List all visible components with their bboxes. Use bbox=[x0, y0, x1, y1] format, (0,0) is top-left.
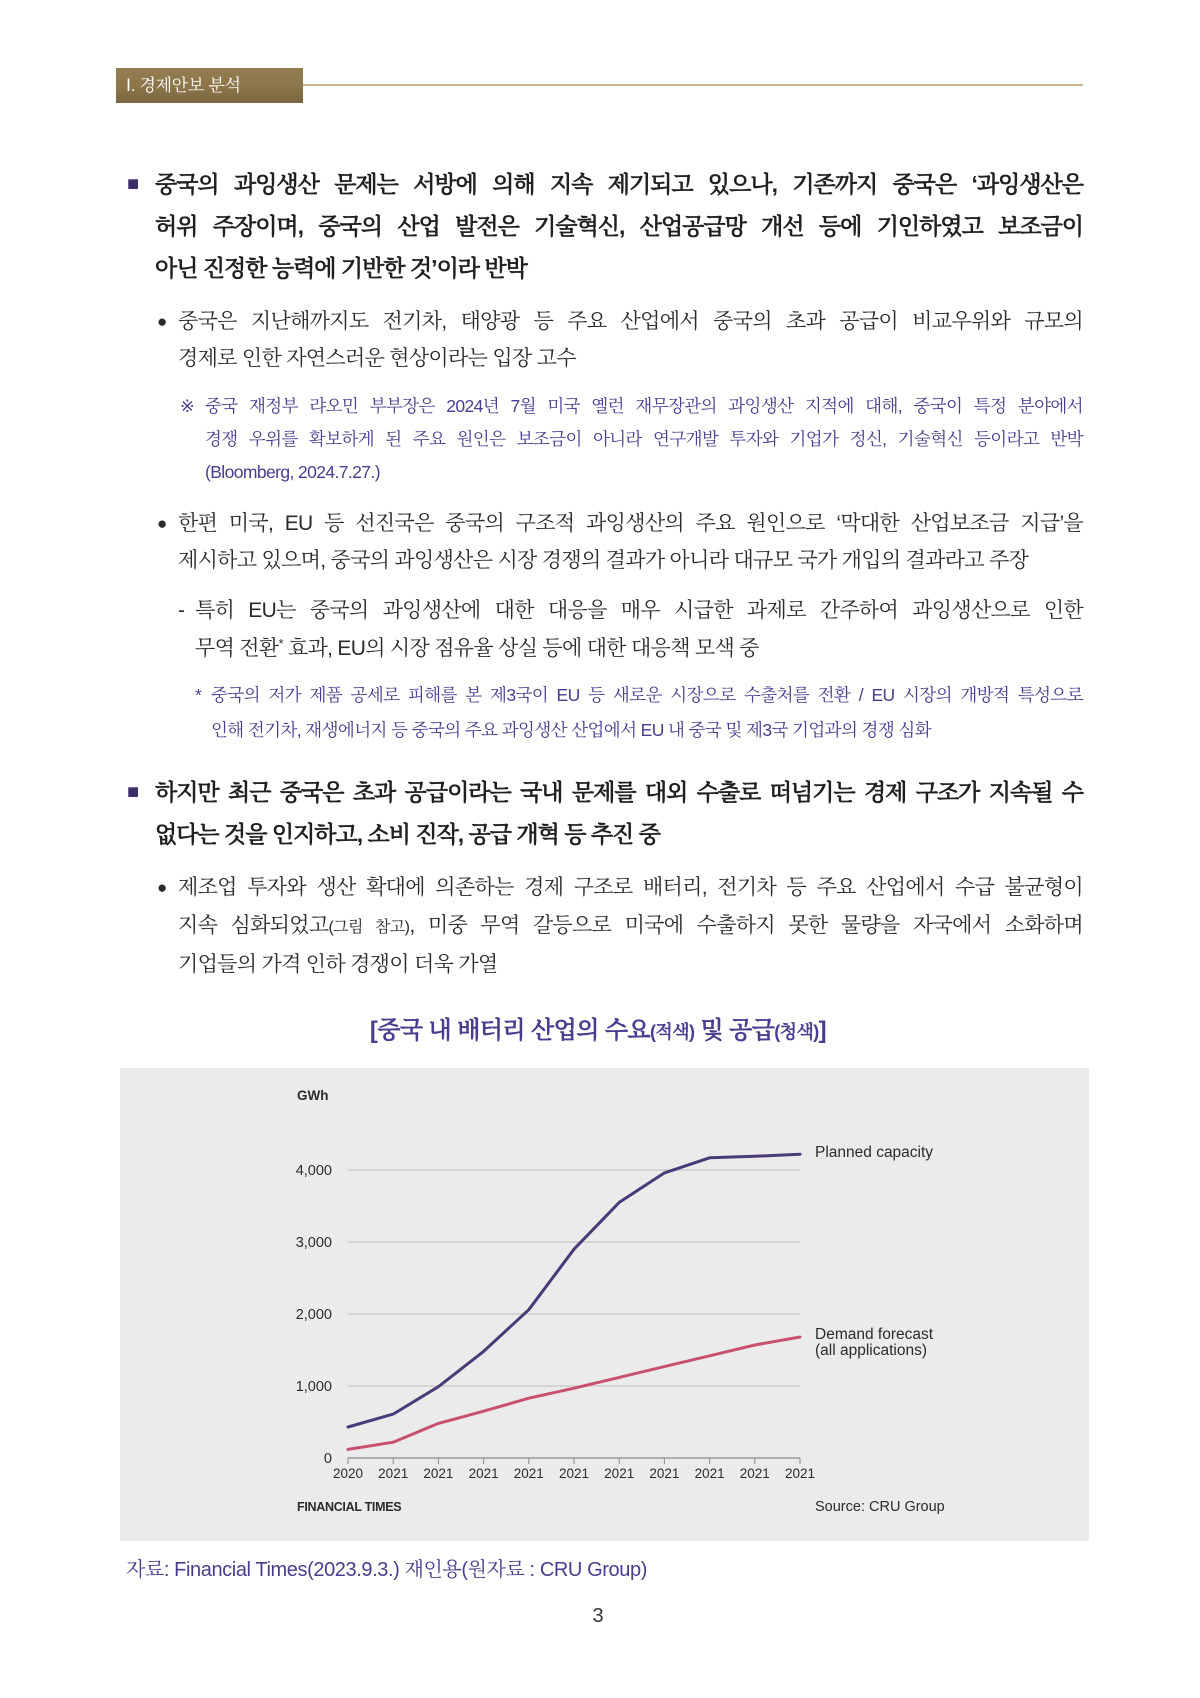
reference-mark-icon: ※ bbox=[180, 396, 195, 416]
section-header-label: Ⅰ. 경제안보 분석 bbox=[126, 76, 241, 95]
y-tick-label: 4,000 bbox=[295, 1163, 332, 1179]
footnote-line: 중국의 저가 제품 공세로 피해를 본 제3국이 EU 등 새로운 시장으로 수출처를 전환 / EU 시장의 개방적 특성으로 bbox=[211, 685, 1083, 705]
reference-note-line: 중국 재정부 랴오민 부부장은 2024년 7월 미국 옐런 재무장관의 과잉생산 지적에 대해, 중국이 특정 분야에서 bbox=[205, 396, 1083, 416]
reference-note bbox=[205, 390, 1083, 489]
sub-point-2 bbox=[178, 505, 1083, 579]
dash-item-text: 효과, EU의 시장 점유율 상실 등에 대한 대응책 모색 중 bbox=[282, 637, 759, 660]
figure-title-note: (청색) bbox=[774, 1022, 819, 1042]
demand-forecast-label-note: (all applications) bbox=[815, 1342, 927, 1359]
sub-point-3-line: 제조업 투자와 생산 확대에 의존하는 경제 구조로 배터리, 전기차 등 주요 산업에서 수급 불균형이 bbox=[178, 876, 1083, 899]
reference-note-line: (Bloomberg, 2024.7.27.) bbox=[205, 462, 380, 482]
figure-title-text: [중국 내 배터리 산업의 수요 bbox=[369, 1017, 651, 1044]
y-tick-label: 3,000 bbox=[295, 1235, 332, 1251]
x-tick-label: 2021 bbox=[423, 1466, 454, 1481]
sub-point-2-line: 제시하고 있으며, 중국의 과잉생산은 시장 경쟁의 결과가 아니라 대규모 국가 개입의 결과라고 주장 bbox=[178, 549, 1029, 572]
x-tick-label: 2021 bbox=[694, 1466, 725, 1481]
sub-point-3-line bbox=[178, 907, 1083, 947]
x-tick-label: 2021 bbox=[558, 1466, 590, 1481]
figure-reference: (그림 참고) bbox=[328, 918, 410, 936]
page-number: 3 bbox=[592, 1605, 604, 1627]
y-tick-label: 1,000 bbox=[295, 1379, 332, 1395]
x-tick-label: 2021 bbox=[513, 1466, 544, 1481]
x-tick-label: 2021 bbox=[784, 1466, 816, 1481]
dash-item-line: 특히 EU는 중국의 과잉생산에 대한 대응을 매우 시급한 과제로 간주하여 과잉생산으로 인한 bbox=[195, 599, 1083, 622]
x-tick-label: 2021 bbox=[468, 1466, 499, 1481]
sub-point-2-line: 한편 미국, EU 등 선진국은 중국의 구조적 과잉생산의 주요 원인으로 ‘막대한 산업보조금 지급’을 bbox=[178, 512, 1083, 535]
x-tick-label: 2021 bbox=[739, 1466, 770, 1481]
section-header-rule bbox=[303, 84, 1083, 86]
key-point-1-line: 허위 주장이며, 중국의 산업 발전은 기술혁신, 산업공급망 개선 등에 기인하였고 보조금이 bbox=[155, 213, 1083, 239]
footnote-line: 인해 전기차, 재생에너지 등 중국의 주요 과잉생산 산업에서 EU 내 중국 및 제3국 기업과의 경쟁 심화 bbox=[211, 720, 932, 740]
sub-point-1 bbox=[178, 303, 1083, 377]
figure-title-text: 및 공급 bbox=[694, 1017, 775, 1044]
dash-item-line bbox=[195, 630, 1083, 670]
chart-source: Source: CRU Group bbox=[815, 1499, 945, 1515]
key-point-1 bbox=[155, 163, 1083, 289]
x-tick-label: 2021 bbox=[604, 1466, 635, 1481]
key-point-2 bbox=[155, 771, 1083, 855]
footnote bbox=[211, 678, 1083, 748]
dash-item-text: 무역 전환 bbox=[195, 637, 279, 660]
figure-title-text: ] bbox=[818, 1017, 827, 1044]
planned-capacity-label: Planned capacity bbox=[815, 1144, 934, 1161]
figure-title-note: (적색) bbox=[650, 1022, 695, 1042]
x-tick-label: 2021 bbox=[649, 1466, 680, 1481]
sub-point-3-line: 기업들의 가격 인하 경쟁이 더욱 가열 bbox=[178, 953, 498, 976]
x-tick-label: 2020 bbox=[332, 1466, 364, 1481]
key-point-2-line: 하지만 최근 중국은 초과 공급이라는 국내 문제를 대외 수출로 떠넘기는 경제 구조가 지속될 수 bbox=[155, 779, 1083, 805]
square-bullet-icon: ■ bbox=[127, 173, 139, 195]
footnote-marker: * bbox=[278, 636, 283, 651]
sub-point-1-line: 경제로 인한 자연스러운 현상이라는 입장 고수 bbox=[178, 347, 576, 370]
demand-forecast-label: Demand forecast bbox=[815, 1326, 934, 1343]
y-tick-label: 2,000 bbox=[295, 1307, 332, 1323]
sub-point-3 bbox=[178, 869, 1083, 984]
dash-item bbox=[195, 592, 1083, 670]
dash-marker: - bbox=[178, 599, 185, 622]
sub-point-1-line: 중국은 지난해까지도 전기차, 태양광 등 주요 산업에서 중국의 초과 공급이 비교우위와 규모의 bbox=[178, 310, 1083, 333]
y-axis-unit-label: GWh bbox=[297, 1088, 329, 1103]
footnote-asterisk: * bbox=[195, 685, 202, 705]
round-bullet-icon: ● bbox=[157, 514, 167, 533]
key-point-2-line: 없다는 것을 인지하고, 소비 진작, 공급 개혁 등 추진 중 bbox=[155, 821, 660, 847]
sub-point-3-text: , 미중 무역 갈등으로 미국에 수출하지 못한 물량을 자국에서 소화하며 bbox=[409, 913, 1083, 937]
square-bullet-icon: ■ bbox=[127, 781, 139, 803]
sub-point-3-text: 지속 심화되었고 bbox=[178, 913, 329, 937]
figure-title bbox=[0, 1013, 1196, 1050]
figure-source-note: 자료: Financial Times(2023.9.3.) 재인용(원자료 : CRU Group) bbox=[126, 1559, 647, 1581]
chart-credit: FINANCIAL TIMES bbox=[297, 1500, 402, 1514]
key-point-1-line: 중국의 과잉생산 문제는 서방에 의해 지속 제기되고 있으나, 기존까지 중국은 ‘과잉생산은 bbox=[155, 171, 1083, 197]
battery-supply-demand-chart bbox=[120, 1068, 1089, 1541]
round-bullet-icon: ● bbox=[157, 312, 167, 331]
x-tick-label: 2021 bbox=[378, 1466, 409, 1481]
y-tick-label: 0 bbox=[323, 1451, 332, 1467]
reference-note-line: 경쟁 우위를 확보하게 된 주요 원인은 보조금이 아니라 연구개발 투자와 기업가 정신, 기술혁신 등이라고 반박 bbox=[205, 429, 1083, 449]
key-point-1-line: 아닌 진정한 능력에 기반한 것’이라 반박 bbox=[155, 255, 527, 281]
round-bullet-icon: ● bbox=[157, 878, 167, 897]
